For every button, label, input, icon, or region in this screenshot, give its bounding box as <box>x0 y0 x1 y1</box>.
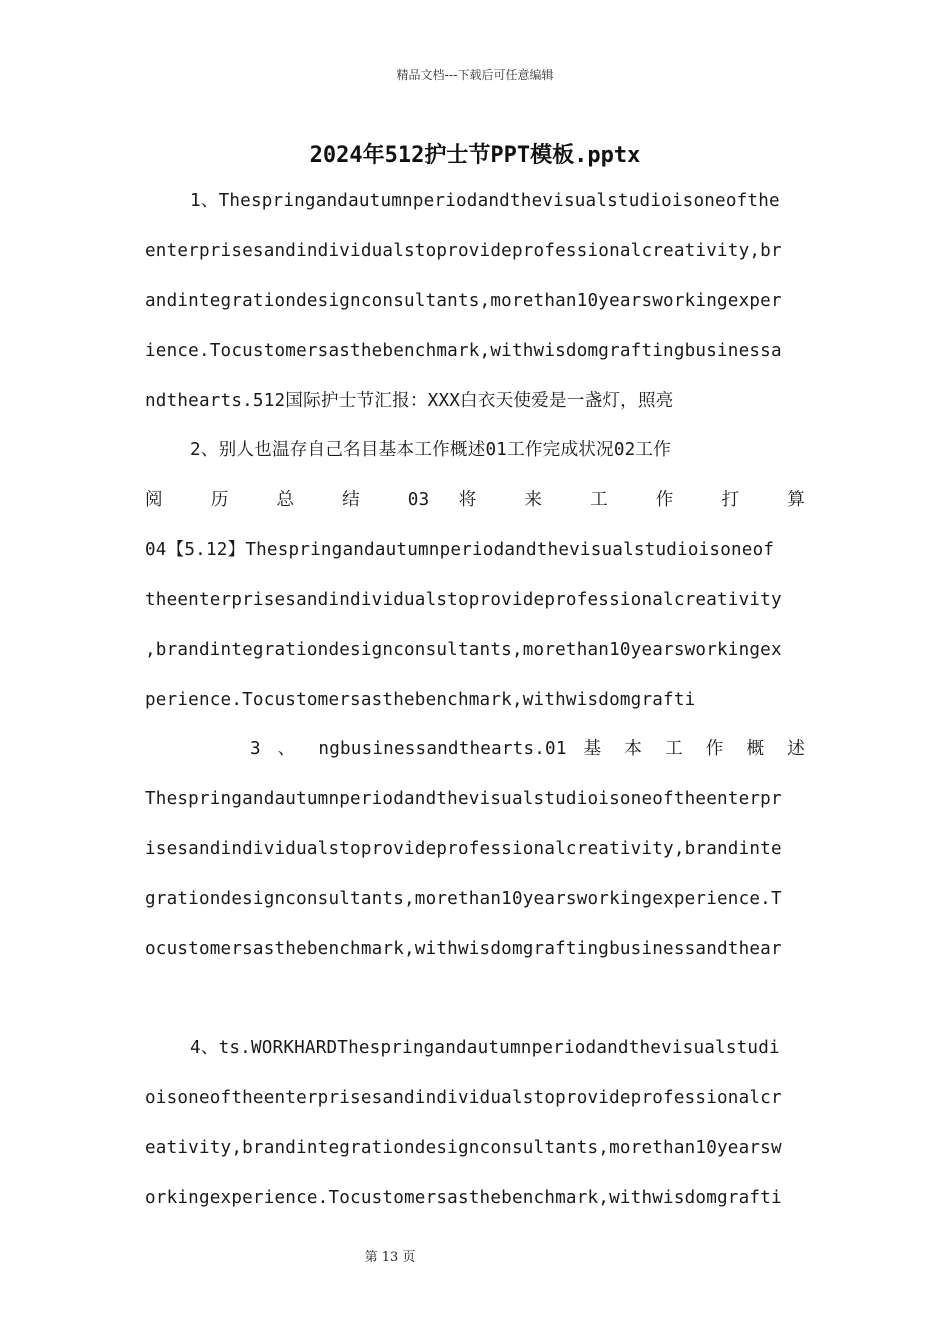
text-line: enterprisesandindividualstoprovideprofessionalcreativity,br <box>145 241 782 261</box>
text-line: perience.Tocustomersasthebenchmark,withwisdomgrafti <box>145 690 696 710</box>
page-header: 精品文档---下载后可任意编辑 <box>396 68 554 82</box>
page-number: 第 13 页 <box>364 1250 416 1265</box>
text-line: ocustomersasthebenchmark,withwisdomgraftingbusinessandthear <box>145 939 782 959</box>
text-line: 3 、 ngbusinessandthearts.01 基 本 工 作 概 述 <box>250 739 805 759</box>
text-line: ience.Tocustomersasthebenchmark,withwisdomgraftingbusinessa <box>145 341 782 361</box>
text-line: 04【5.12】Thespringandautumnperiodandthevisualstudioisoneof <box>145 540 775 560</box>
document-title: 2024年512护士节PPT模板.pptx <box>309 143 641 168</box>
text-line: ndthearts.512国际护士节汇报：XXX白衣天使爱是一盏灯，照亮 <box>145 391 674 411</box>
text-line: eativity,brandintegrationdesignconsultants,morethan10yearsw <box>145 1138 782 1158</box>
text-line: 1、Thespringandautumnperiodandthevisualstudioisoneofthe <box>190 191 780 211</box>
text-line: isesandindividualstoprovideprofessionalcreativity,brandinte <box>145 839 782 859</box>
text-line: ,brandintegrationdesignconsultants,morethan10yearsworkingex <box>145 640 782 660</box>
text-line: Thespringandautumnperiodandthevisualstudioisoneoftheenterpr <box>145 789 782 809</box>
text-line: grationdesignconsultants,morethan10yearsworkingexperience.T <box>145 889 782 909</box>
text-line: 4、ts.WORKHARDThespringandautumnperiodandthevisualstudi <box>190 1038 780 1058</box>
text-line: 阅 历 总 结 03 将 来 工 作 打 算 <box>145 490 805 510</box>
text-line: andintegrationdesignconsultants,morethan10yearsworkingexper <box>145 291 782 311</box>
text-line: 2、别人也温存自己名目基本工作概述01工作完成状况02工作 <box>190 440 672 460</box>
text-line: oisoneoftheenterprisesandindividualstoprovideprofessionalcr <box>145 1088 782 1108</box>
text-line: theenterprisesandindividualstoprovideprofessionalcreativity <box>145 590 782 610</box>
text-line: orkingexperience.Tocustomersasthebenchmark,withwisdomgrafti <box>145 1188 782 1208</box>
